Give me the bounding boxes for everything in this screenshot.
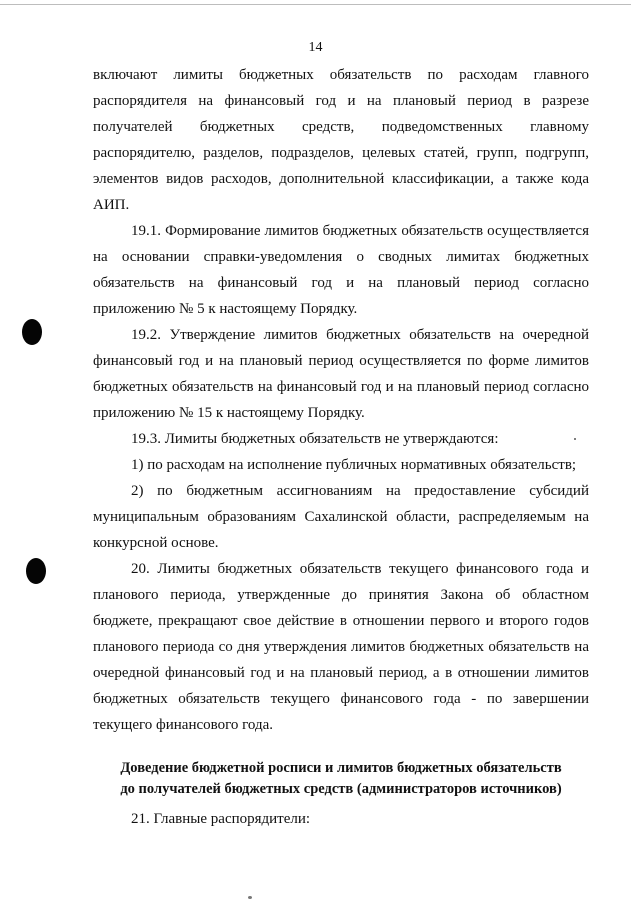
text-line: на основании справки-уведомления о сводных лимитах бюджетных bbox=[93, 249, 589, 265]
text-line: планового периода со дня утверждения лимитов бюджетных обязательств на bbox=[93, 639, 589, 655]
list-item-1: 1) по расходам на исполнение публичных нормативных обязательств; bbox=[131, 457, 577, 473]
page-number: 14 bbox=[308, 40, 323, 55]
page-top-edge bbox=[0, 4, 631, 5]
scan-speck bbox=[248, 896, 252, 899]
text-line: текущего финансового года. bbox=[93, 717, 274, 733]
text-line: бюджетных обязательств на финансовый год и на плановый период согласно bbox=[93, 379, 589, 395]
paragraph-19-2-first-line: 19.2. Утверждение лимитов бюджетных обязательств на очередной bbox=[131, 327, 589, 343]
text-line: элементов видов расходов, дополнительной классификации, а также кода bbox=[93, 171, 589, 187]
text-line: получателей бюджетных средств, подведомственных главному bbox=[93, 119, 589, 135]
text-line: муниципальным образованиям Сахалинской области, распределяемым на bbox=[93, 509, 589, 525]
text-line: бюджете, прекращают свое действие в отношении первого и второго годов bbox=[93, 613, 589, 629]
text-line: обязательств на финансовый год и на плановый период согласно bbox=[93, 275, 589, 291]
text-line: бюджетных обязательств текущего финансового года - по завершении bbox=[93, 691, 589, 707]
text-line: финансовый год и на плановый период осуществляется по форме лимитов bbox=[93, 353, 589, 369]
text-line: включают лимиты бюджетных обязательств по расходам главного bbox=[93, 67, 589, 83]
text-line: приложению № 5 к настоящему Порядку. bbox=[93, 301, 358, 317]
text-line: конкурсной основе. bbox=[93, 535, 219, 551]
section-heading: Доведение бюджетной росписи и лимитов бюджетных обязательств bbox=[120, 760, 562, 776]
section-heading: до получателей бюджетных средств (администраторов источников) bbox=[120, 781, 562, 797]
punch-hole-mark bbox=[26, 558, 46, 584]
text-line: очередной финансовый год и на плановый период, а в отношении лимитов bbox=[93, 665, 589, 681]
scan-speck bbox=[574, 438, 576, 440]
punch-hole-mark bbox=[22, 319, 42, 345]
paragraph-19-1-first-line: 19.1. Формирование лимитов бюджетных обязательств осуществляется bbox=[131, 223, 589, 239]
text-line: распорядителю, разделов, подразделов, целевых статей, групп, подгрупп, bbox=[93, 145, 589, 161]
text-line: планового периода, утвержденные до принятия Закона об областном bbox=[93, 587, 589, 603]
text-line: приложению № 15 к настоящему Порядку. bbox=[93, 405, 365, 421]
list-item-2-first-line: 2) по бюджетным ассигнованиям на предоставление субсидий bbox=[131, 483, 589, 499]
text-line: АИП. bbox=[93, 197, 130, 213]
paragraph-21-line: 21. Главные распорядители: bbox=[131, 811, 311, 827]
text-line: распорядителя на финансовый год и на плановый период в разрезе bbox=[93, 93, 589, 109]
paragraph-20-first-line: 20. Лимиты бюджетных обязательств текущего финансового года и bbox=[131, 561, 589, 577]
paragraph-19-3-line: 19.3. Лимиты бюджетных обязательств не утверждаются: bbox=[131, 431, 499, 447]
